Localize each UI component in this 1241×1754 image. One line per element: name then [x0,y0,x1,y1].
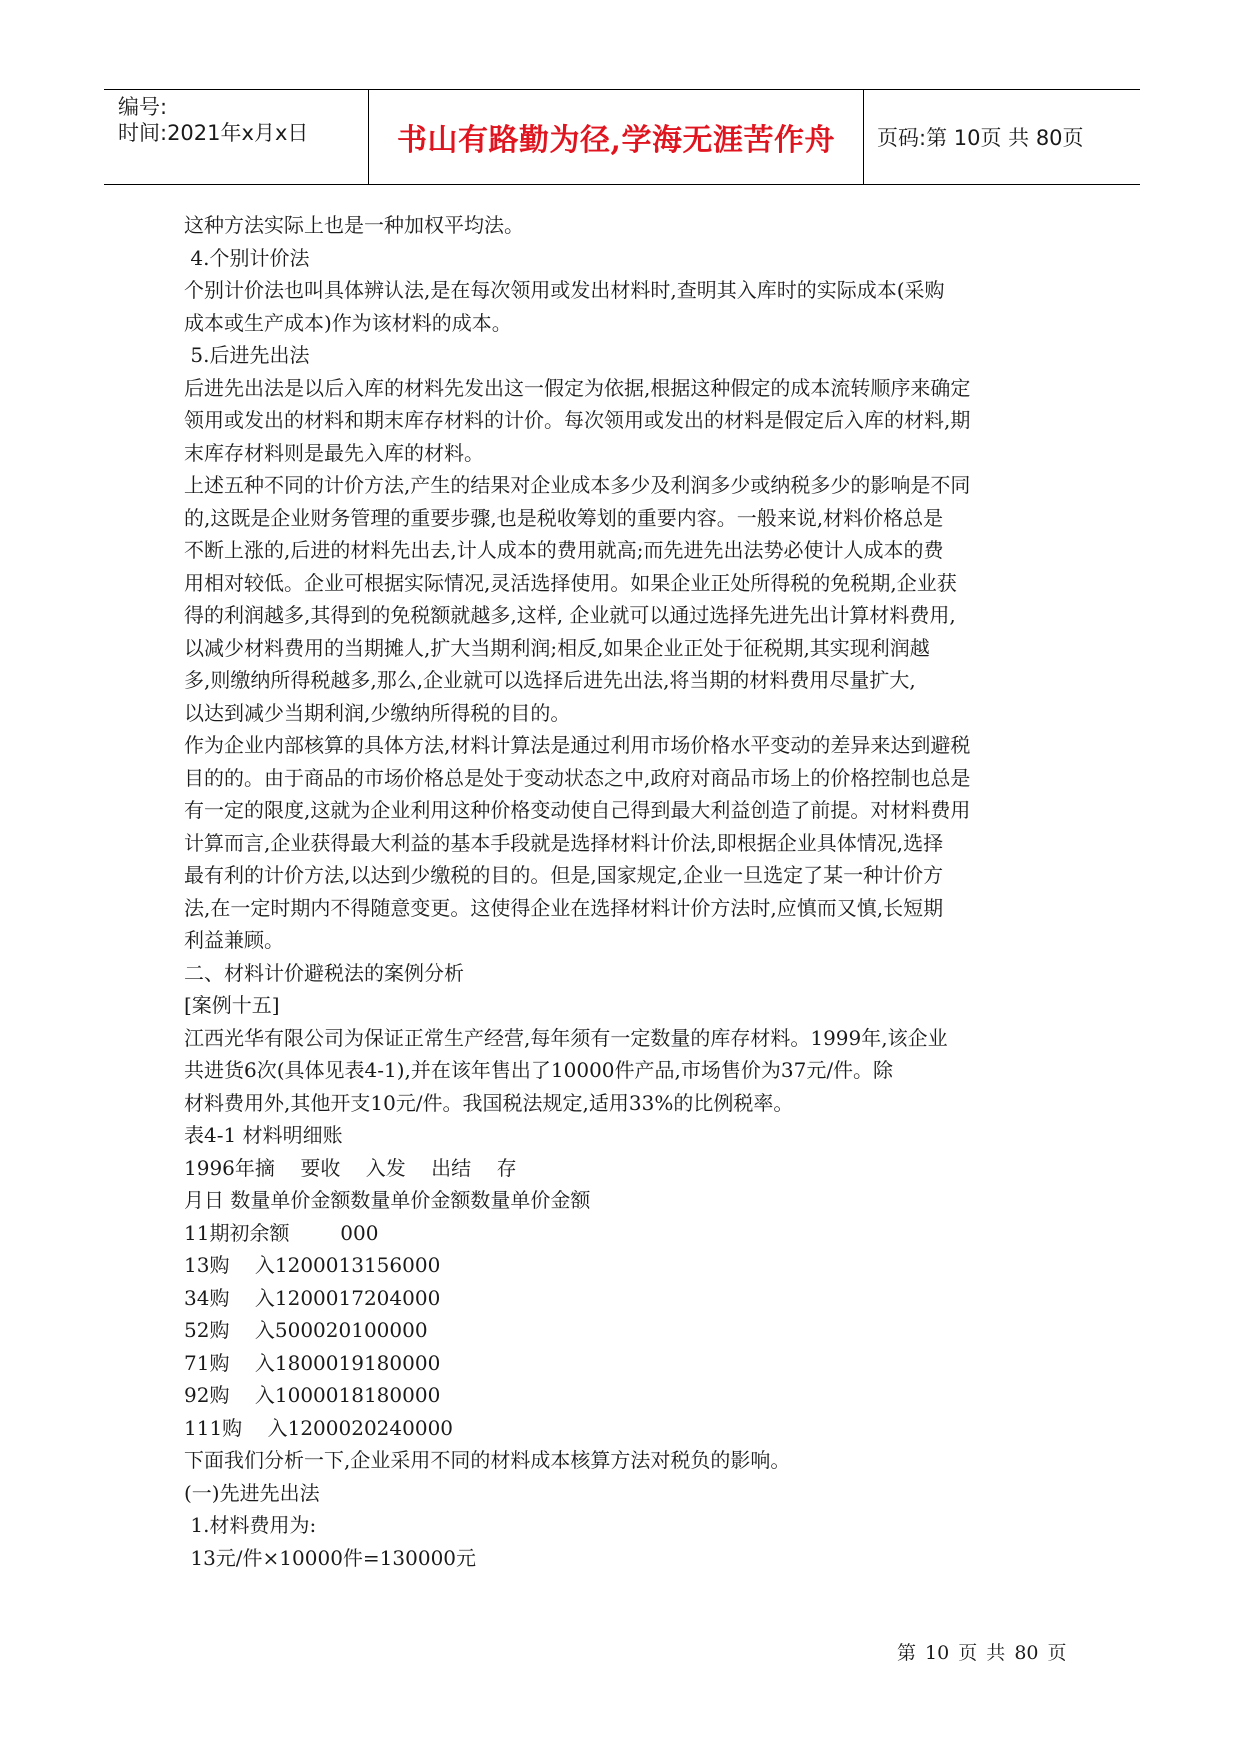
body-line: 以达到减少当期利润,少缴纳所得税的目的。 [184,700,571,725]
body-line: 1996年摘 要收 入发 出结 存 [184,1155,517,1180]
body-line: 月日 数量单价金额数量单价金额数量单价金额 [184,1188,591,1212]
body-line: 计算而言,企业获得最大利益的基本手段就是选择材料计价法,即根据企业具体情况,选择 [184,830,944,855]
body-line: 目的的。由于商品的市场价格总是处于变动状态之中,政府对商品市场上的价格控制也总是 [184,765,971,790]
body-line: 用相对较低。企业可根据实际情况,灵活选择使用。如果企业正处所得税的免税期,企业获 [184,570,957,595]
body-line: 52购 入500020100000 [184,1318,428,1342]
body-line: 领用或发出的材料和期末库存材料的计价。每次领用或发出的材料是假定后入库的材料,期 [184,408,971,432]
body-line: [案例十五] [184,993,280,1017]
header-motto: 书山有路勤为径,学海无涯苦作舟 [368,90,864,184]
body-line: 利益兼顾。 [184,928,284,952]
body-line: 4.个别计价法 [184,245,310,270]
body-line: 92购 入1000018180000 [184,1383,441,1407]
body-line: 后进先出法是以后入库的材料先发出这一假定为依据,根据这种假定的成本流转顺序来确定 [184,375,971,400]
page-footer: 第 10 页 共 80 页 [897,1642,1067,1664]
body-line: 不断上涨的,后进的材料先出去,计人成本的费用就高;而先进先出法势必使计人成本的费 [184,538,944,562]
body-line: 作为企业内部核算的具体方法,材料计算法是通过利用市场价格水平变动的差异来达到避税 [184,733,971,757]
body-line: 这种方法实际上也是一种加权平均法。 [184,213,524,237]
body-line: 的,这既是企业财务管理的重要步骤,也是税收筹划的重要内容。一般来说,材料价格总是 [184,505,944,530]
body-line: 71购 入1800019180000 [184,1350,441,1375]
body-line: 34购 入1200017204000 [184,1285,441,1310]
body-line: 最有利的计价方法,以达到少缴税的目的。但是,国家规定,企业一旦选定了某一种计价方 [184,863,944,887]
body-line: 有一定的限度,这就为企业利用这种价格变动使自己得到最大利益创造了前提。对材料费用 [184,798,971,822]
body-line: 多,则缴纳所得税越多,那么,企业就可以选择后进先出法,将当期的材料费用尽量扩大, [184,668,916,692]
document-body [184,209,1064,1574]
body-line: 5.后进先出法 [184,343,310,367]
body-line: 二、材料计价避税法的案例分析 [184,960,464,985]
page-header [104,89,1140,185]
body-line: (一)先进先出法 [184,1480,320,1505]
body-line: 成本或生产成本)作为该材料的成本。 [184,310,512,335]
body-line: 以减少材料费用的当期摊人,扩大当期利润;相反,如果企业正处于征税期,其实现利润越 [184,635,930,660]
body-line: 下面我们分析一下,企业采用不同的材料成本核算方法对税负的影响。 [184,1448,791,1472]
body-line: 个别计价法也叫具体辨认法,是在每次领用或发出材料时,查明其入库时的实际成本(采购 [184,278,945,302]
document-time-label: 时间:2021年x月x日 [118,121,309,145]
body-line: 江西光华有限公司为保证正常生产经营,每年须有一定数量的库存材料。1999年,该企业 [184,1025,948,1050]
document-number-label: 编号: [118,95,168,119]
body-line: 111购 入1200020240000 [184,1415,454,1440]
body-line: 13购 入1200013156000 [184,1253,441,1277]
body-line: 13元/件×10000件=130000元 [184,1545,477,1570]
body-line: 得的利润越多,其得到的免税额就越多,这样, 企业就可以通过选择先进先出计算材料费用, [184,603,956,627]
header-page-number: 页码:第 10页 共 80页 [877,126,1084,150]
header-info-cell [104,90,368,184]
body-line: 11期初余额 000 [184,1220,379,1245]
body-line: 共进货6次(具体见表4-1),并在该年售出了10000件产品,市场售价为37元/件。除 [184,1058,894,1082]
body-line: 末库存材料则是最先入库的材料。 [184,440,484,465]
body-line: 1.材料费用为: [184,1513,317,1537]
body-line: 表4-1 材料明细账 [184,1123,343,1147]
body-line: 材料费用外,其他开支10元/件。我国税法规定,适用33%的比例税率。 [184,1090,794,1115]
body-line: 法,在一定时期内不得随意变更。这使得企业在选择材料计价方法时,应慎而又慎,长短期 [184,895,944,920]
body-line: 上述五种不同的计价方法,产生的结果对企业成本多少及利润多少或纳税多少的影响是不同 [184,473,971,497]
